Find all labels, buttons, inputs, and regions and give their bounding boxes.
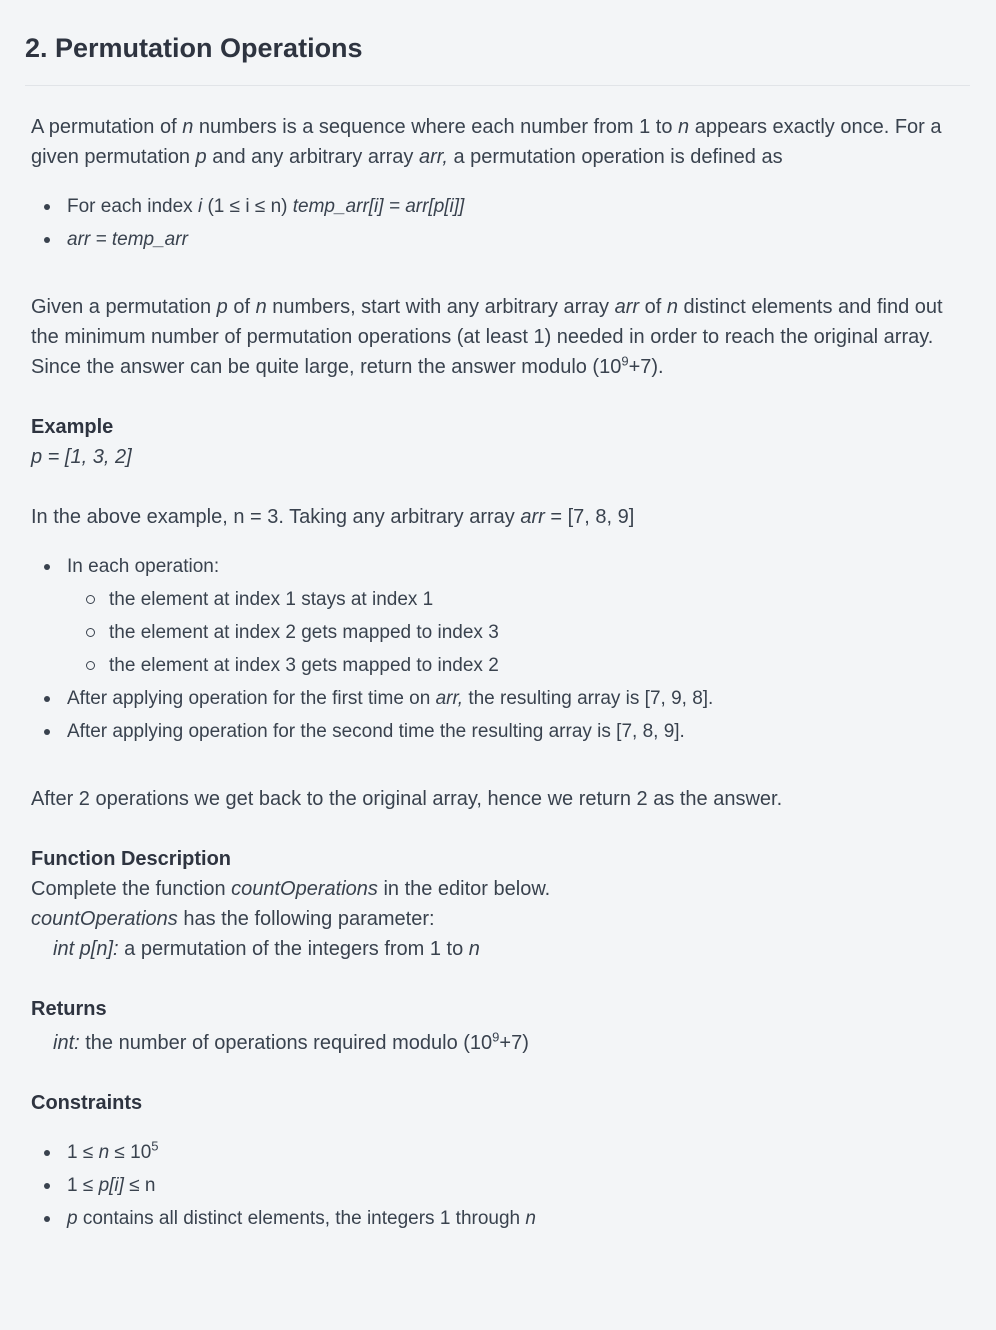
- list-item: [31, 223, 971, 256]
- example-p-value: [31, 442, 971, 472]
- def-text: For each index: [67, 196, 198, 217]
- title-divider: [25, 85, 970, 86]
- constraint-text: 1 ≤: [67, 1175, 99, 1196]
- example-text: the resulting array is [7, 9, 8].: [463, 688, 714, 709]
- task-text: numbers, start with any arbitrary array: [266, 296, 615, 318]
- sublist-item: the element at index 1 stays at index 1: [31, 583, 971, 616]
- constraints-heading: Constraints: [31, 1092, 143, 1114]
- intro-text: numbers is a sequence where each number from 1 to: [193, 116, 679, 138]
- example-text: In the above example, n = 3. Taking any arbitrary array: [31, 506, 521, 528]
- param-name: int p[n]:: [53, 938, 119, 960]
- list-item: After applying operation for the second time the resulting array is [7, 8, 9].: [31, 715, 971, 748]
- example-var-arr: arr,: [435, 688, 464, 709]
- sublist-container: [31, 583, 971, 682]
- constraint-text: 1 ≤: [67, 1142, 99, 1163]
- intro-text: and any arbitrary array: [206, 146, 419, 168]
- page-title: 2. Permutation Operations: [25, 33, 363, 63]
- list-item: [31, 190, 971, 223]
- task-text: of: [227, 296, 256, 318]
- constraint-var: p: [67, 1208, 78, 1229]
- constraint-exponent: 5: [151, 1138, 159, 1154]
- intro-text: a permutation operation is defined as: [447, 146, 783, 168]
- task-var-n: n: [666, 296, 678, 318]
- fd-function-name: countOperations: [31, 908, 178, 930]
- def-condition: (1 ≤ i ≤ n): [202, 196, 293, 217]
- intro-var-n: n: [678, 116, 690, 138]
- fd-text: in the editor below.: [377, 878, 551, 900]
- list-item: [31, 1169, 971, 1202]
- example-text: After applying operation for the first time on: [67, 688, 436, 709]
- param-var-n: n: [468, 938, 480, 960]
- intro-var-p: p: [195, 146, 207, 168]
- problem-statement: [31, 112, 971, 1235]
- returns-type: int:: [53, 1032, 80, 1054]
- intro-var-n: n: [182, 116, 194, 138]
- operation-sublist: [31, 583, 971, 682]
- task-var-n: n: [255, 296, 267, 318]
- example-text: = [7, 8, 9]: [544, 506, 635, 528]
- constraint-text: ≤ n: [123, 1175, 156, 1196]
- task-text: distinct elements and find out the minimum number of permutation operations (at least 1) needed in order to reach the original array. Since the answer can be quite large, return the answer modulo (10: [31, 296, 943, 378]
- list-item: [31, 682, 971, 715]
- example-var-arr: arr: [520, 506, 545, 528]
- fd-text: Complete the function: [31, 878, 232, 900]
- constraint-var: p[i]: [98, 1175, 124, 1196]
- returns-exponent: 9: [492, 1029, 500, 1045]
- constraints-list: [31, 1136, 971, 1235]
- list-item: In each operation:: [31, 550, 971, 583]
- returns-heading: Returns: [31, 998, 107, 1020]
- sublist-item: the element at index 2 gets mapped to index 3: [31, 616, 971, 649]
- def-var-i: i: [197, 196, 203, 217]
- task-var-p: p: [216, 296, 228, 318]
- list-item: [31, 1136, 971, 1169]
- returns-line: [31, 1028, 971, 1058]
- intro-text: A permutation of: [31, 116, 183, 138]
- example-setup: [31, 502, 971, 532]
- fd-text: has the following parameter:: [177, 908, 435, 930]
- constraint-var: n: [525, 1208, 536, 1229]
- function-description-heading: Function Description: [31, 848, 231, 870]
- function-description-line: [31, 904, 971, 934]
- constraint-var: n: [98, 1142, 110, 1163]
- list-item: [31, 1202, 971, 1235]
- example-conclusion: After 2 operations we get back to the original array, hence we return 2 as the answer.: [31, 788, 783, 810]
- def-formula: temp_arr[i] = arr[p[i]]: [292, 196, 465, 217]
- intro-var-arr: arr,: [419, 146, 448, 168]
- task-paragraph: [31, 292, 971, 382]
- intro-text: appears exactly once. For a given permutation: [31, 116, 942, 168]
- def-formula: arr = temp_arr: [67, 229, 188, 250]
- task-text: +7).: [628, 356, 664, 378]
- example-steps: [31, 550, 971, 748]
- fd-function-name: countOperations: [231, 878, 378, 900]
- function-description-line: [31, 874, 971, 904]
- task-text: Given a permutation: [31, 296, 217, 318]
- sublist-item: the element at index 3 gets mapped to index 2: [31, 649, 971, 682]
- parameter-line: [31, 934, 971, 964]
- example-heading: Example: [31, 416, 114, 438]
- task-text: of: [639, 296, 667, 318]
- task-var-arr: arr: [614, 296, 640, 318]
- example-p: p = [1, 3, 2]: [31, 446, 132, 468]
- param-desc: a permutation of the integers from 1 to: [118, 938, 469, 960]
- returns-desc: the number of operations required modulo (10: [79, 1032, 493, 1054]
- intro-paragraph: [31, 112, 971, 172]
- constraint-text: contains all distinct elements, the integers 1 through: [77, 1208, 526, 1229]
- returns-desc: +7): [499, 1032, 529, 1054]
- constraint-text: ≤ 10: [109, 1142, 152, 1163]
- task-exponent: 9: [621, 353, 629, 369]
- definition-list: [31, 190, 971, 256]
